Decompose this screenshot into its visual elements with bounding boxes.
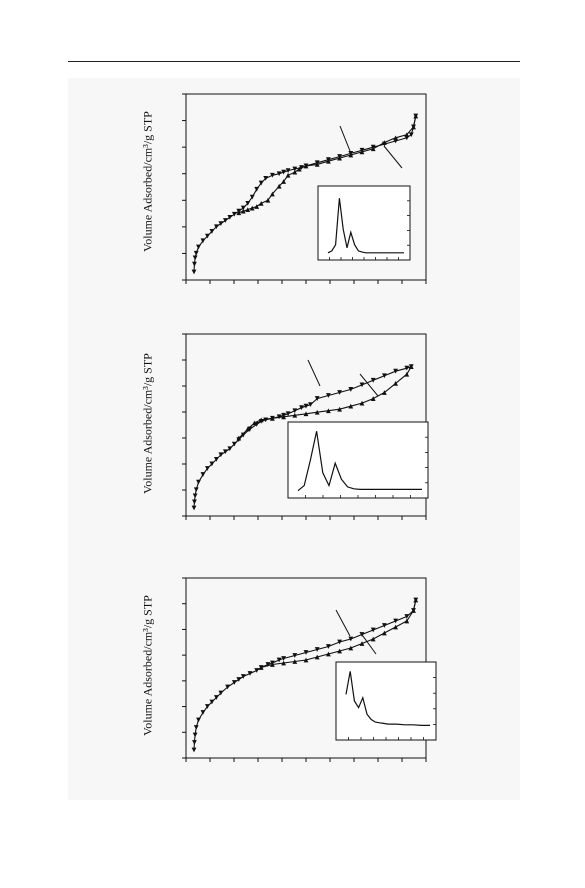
panel-3-series-1-point [192,748,197,753]
panel-3-series-1-point [254,668,259,673]
panel-2-series-1-point [193,493,198,498]
panel-2-arrow-1 [308,360,320,386]
panel-3-series-1-point [201,710,206,715]
panel-2-series-1-point [201,472,206,477]
panel-1-series-2-point [286,173,291,178]
panel-3-series-1-point [192,740,197,745]
top-rule [68,61,520,62]
panel-2-series-1-point [382,373,387,378]
panel-1-arrow-2 [384,146,402,168]
panel-1-series-1-point [194,251,199,256]
panel-1-arrow-1 [340,126,352,156]
panel-2-inset-frame [288,422,428,498]
panel-2-series-1-point [360,382,365,387]
panel-3-series-1-point [382,623,387,628]
panel-3 [140,570,440,770]
panel-2-series-1-point [292,408,297,413]
panel-2-series-1-point [192,500,197,505]
panel-3-series-1-point [248,671,253,676]
panel-2-ylabel: Volume Adsorbed/cm³/g STP [140,353,155,494]
panel-3-series-1-point [193,733,198,738]
panel-3-series-1-point [196,718,201,723]
panel-1-series-1-point [192,270,197,275]
panel-2-series-1-point [194,487,199,492]
panel-2-series-1-point [196,480,201,485]
panel-3-series-2-point [360,641,365,646]
panel-3-series-1-point [371,628,376,633]
panel-3-chart [140,570,440,770]
panel-3-ylabel: Volume Adsorbed/cm³/g STP [140,595,155,736]
panel-1-series-2-point [259,201,264,206]
panel-3-arrow-1 [336,610,350,636]
panel-2-series-1-point [192,506,197,511]
panel-3-series-1-point [393,619,398,624]
panel-2-series-1-point [371,378,376,383]
panel-1-ylabel: Volume Adsorbed/cm³/g STP [140,111,155,252]
panel-1-series-1-point [254,187,259,192]
panel-2 [140,326,440,526]
panel-2-series-2-point [404,372,409,377]
panel-2-series-2-point [371,396,376,401]
panel-1-chart [140,86,440,286]
panel-1 [140,86,440,286]
panel-3-series-2-point [371,637,376,642]
panel-1-series-1-point [193,256,198,261]
panel-1-series-2-point [245,207,250,212]
panel-2-chart [140,326,440,526]
panel-3-series-2-point [393,625,398,630]
panel-3-series-1-point [194,725,199,730]
panel-1-series-1-point [192,262,197,267]
panel-1-inset-frame [318,186,410,260]
panel-3-series-2-point [382,631,387,636]
panel-1-series-1-point [196,245,201,250]
